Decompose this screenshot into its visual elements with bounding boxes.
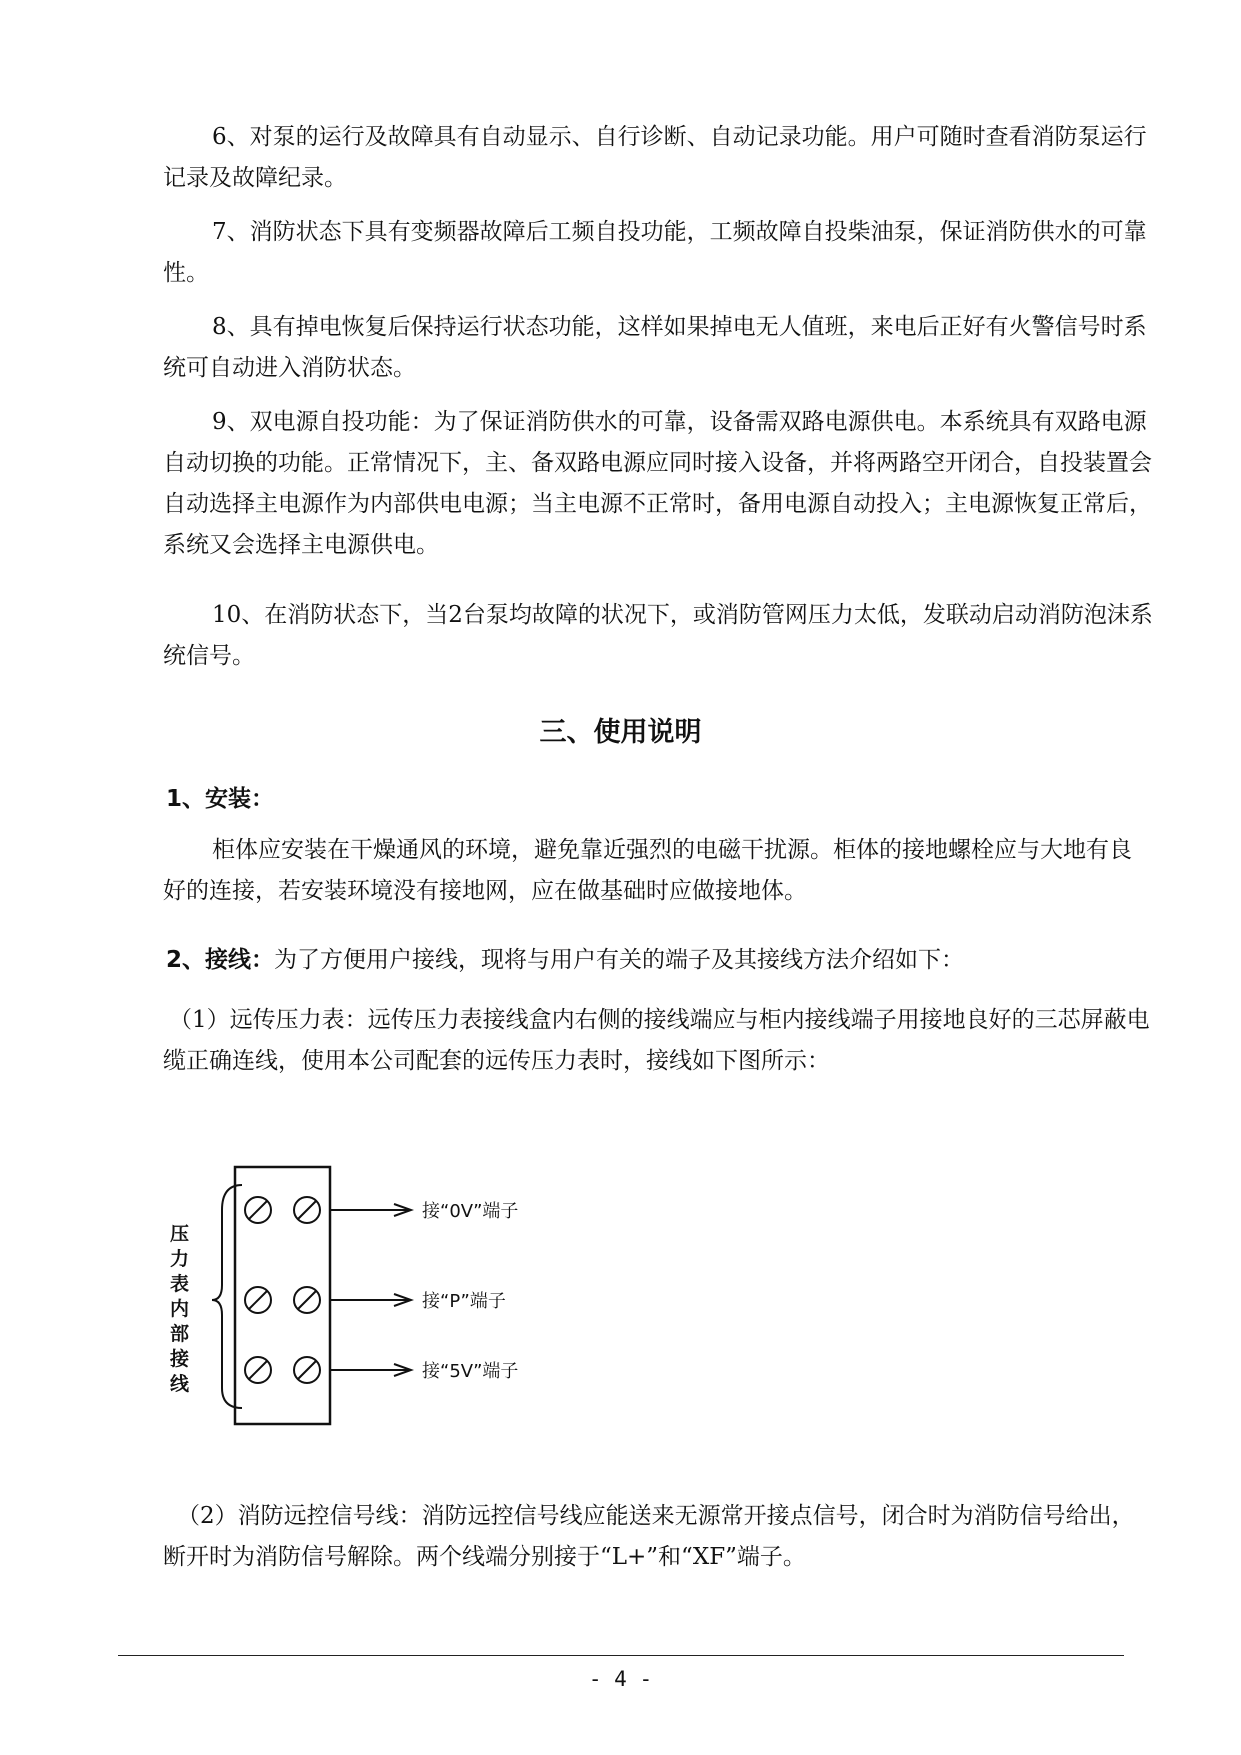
paragraph-8: 8、具有掉电恢复后保持运行状态功能，这样如果掉电无人值班，来电后正好有火警信号时系统可自动进入消防状态。 <box>163 314 1147 381</box>
terminal-label-0v: 接“0V”端子 <box>422 1201 519 1222</box>
side-label-char: 表 <box>170 1273 190 1295</box>
page-number: - 4 - <box>588 1667 653 1691</box>
wiring-item-2: （2）消防远控信号线：消防远控信号线应能送来无源常开接点信号，闭合时为消防信号给出，断开时为消防信号解除。两个线端分别接于“L+”和“XF”端子。 <box>163 1503 1135 1570</box>
screw-terminal-row-3 <box>245 1357 320 1383</box>
screw-terminal-row-2 <box>245 1287 320 1313</box>
side-label-char: 压 <box>170 1223 190 1245</box>
paragraph-6: 6、对泵的运行及故障具有自动显示、自行诊断、自动记录功能。用户可随时查看消防泵运行记录及故障纪录。 <box>163 124 1147 191</box>
wiring-heading: 2、接线： <box>166 947 275 973</box>
side-label-char: 力 <box>170 1248 190 1270</box>
side-label-vertical <box>169 1223 190 1395</box>
section-title: 三、使用说明 <box>539 717 702 748</box>
paragraph-7: 7、消防状态下具有变频器故障后工频自投功能，工频故障自投柴油泵，保证消防供水的可靠性。 <box>163 219 1147 286</box>
paragraph-9: 9、双电源自投功能：为了保证消防供水的可靠，设备需双路电源供电。本系统具有双路电源自动切换的功能。正常情况下，主、备双路电源应同时接入设备，并将两路空开闭合，自投装置会自动选择主电源作为内部供电电源；当主电源不正常时，备用电源自动投入；主电源恢复正常后，系统又会选择主电源供电。 <box>163 409 1152 558</box>
wiring-item-1: （1）远传压力表：远传压力表接线盒内右侧的接线端应与柜内接线端子用接地良好的三芯屏蔽电缆正确连线，使用本公司配套的远传压力表时，接线如下图所示： <box>163 1007 1150 1074</box>
install-paragraph: 柜体应安装在干燥通风的环境，避免靠近强烈的电磁干扰源。柜体的接地螺栓应与大地有良好的连接，若安装环境没有接地网，应在做基础时应做接地体。 <box>163 837 1132 904</box>
arrow-lines <box>330 1204 411 1376</box>
side-label-char: 线 <box>170 1373 190 1395</box>
side-label-char: 部 <box>170 1323 190 1345</box>
terminal-block <box>235 1167 330 1424</box>
bracket-mark <box>212 1185 242 1408</box>
paragraph-10: 10、在消防状态下，当2台泵均故障的状况下，或消防管网压力太低，发联动启动消防泡沫系统信号。 <box>163 602 1153 669</box>
wiring-intro: 为了方便用户接线，现将与用户有关的端子及其接线方法介绍如下： <box>274 947 965 973</box>
side-label-char: 接 <box>170 1348 190 1370</box>
pressure-gauge-wiring-diagram <box>160 1160 580 1440</box>
side-label-char: 内 <box>170 1298 190 1320</box>
terminal-label-5v: 接“5V”端子 <box>422 1361 519 1382</box>
wiring-line <box>166 940 1156 981</box>
terminal-label-p: 接“P”端子 <box>422 1291 506 1312</box>
install-heading: 1、安装： <box>166 786 275 812</box>
screw-terminal-row-1 <box>245 1197 320 1223</box>
footer-divider <box>118 1655 1124 1656</box>
